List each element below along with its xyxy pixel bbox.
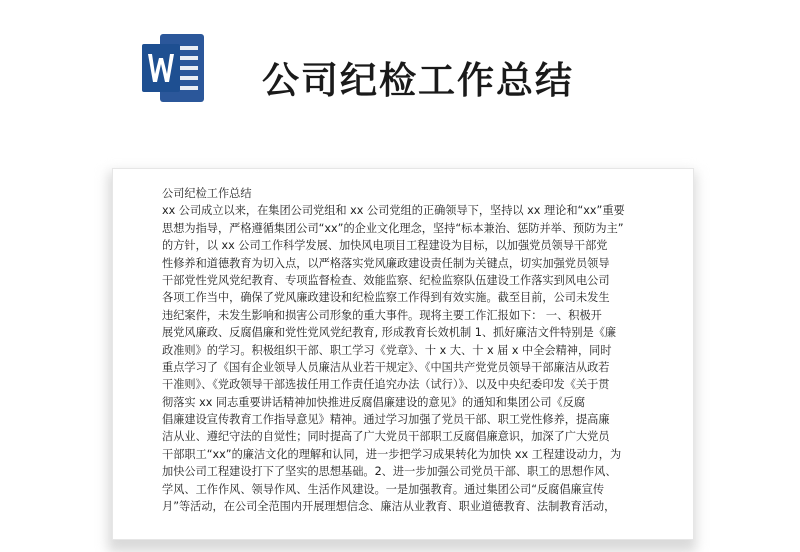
body-line: 政准则》的学习。积极组织干部、职工学习《党章》、十 x 大、十 x 届 x 中全会精神，同时 bbox=[162, 343, 612, 357]
body-line: 学风、工作作风、领导作风、生活作风建设。一是加强教育。通过集团公司“反腐倡廉宣传 bbox=[162, 482, 605, 496]
body-line: 加快公司工程建设打下了坚实的思想基础。2、进一步加强公司党员干部、职工的思想作风、 bbox=[162, 465, 617, 479]
document-title: 公司纪检工作总结 bbox=[262, 59, 574, 102]
word-document-icon bbox=[142, 32, 206, 104]
body-line: 彻落实 xx 同志重要讲话精神加快推进反腐倡廉建设的意见》的通知和集团公司《反腐 bbox=[162, 395, 586, 409]
body-line: 性修养和道德教育为切入点，以严格落实党风廉政建设责任制为关键点，切实加强党员领导 bbox=[162, 256, 610, 270]
body-line: 展党风廉政、反腐倡廉和党性党风党纪教育, 形成教育长效机制 1、抓好廉洁文件特别是《廉 bbox=[162, 326, 617, 340]
body-line: 违纪案件，未发生影响和损害公司形象的重大事件。现将主要工作汇报如下： 一、积极开 bbox=[162, 308, 602, 322]
body-line: 思想为指导，严格遵循集团公司“xx”的企业文化理念，坚持“标本兼治、惩防并举、预防为主” bbox=[162, 221, 624, 235]
body-line: 的方针，以 xx 公司工作科学发展、加快风电项目工程建设为目标，以加强党员领导干部党 bbox=[162, 239, 608, 253]
document-body bbox=[162, 185, 640, 515]
body-line: 各项工作当中，确保了党风廉政建设和纪检监察工作得到有效实施。截至目前，公司未发生 bbox=[162, 291, 610, 305]
body-line: 干部职工“xx”的廉洁文化的理解和认同，进一步把学习成果转化为加快 xx 工程建设动力，为 bbox=[162, 447, 622, 461]
header-banner bbox=[0, 0, 800, 160]
body-line: xx 公司成立以来，在集团公司党组和 xx 公司党组的正确领导下，坚持以 xx 理论和“xx”重要 bbox=[162, 204, 625, 218]
body-line: 干部党性党风党纪教育、专项监督检查、效能监察、纪检监察队伍建设工作落实到风电公司 bbox=[162, 273, 610, 287]
body-line: 干准则》、《党政领导干部选拔任用工作责任追究办法（试行）》、以及中央纪委印发《关于贯 bbox=[162, 378, 610, 392]
body-line: 月”等活动，在公司全范围内开展理想信念、廉洁从业教育、职业道德教育、法制教育活动， bbox=[162, 500, 616, 514]
body-line: 洁从业、遵纪守法的自觉性；同时提高了广大党员干部职工反腐倡廉意识，加深了广大党员 bbox=[162, 430, 610, 444]
body-line: 公司纪检工作总结 bbox=[162, 187, 252, 200]
body-line: 重点学习了《国有企业领导人员廉洁从业若干规定》、《中国共产党党员领导干部廉洁从政若 bbox=[162, 360, 610, 374]
body-line: 倡廉建设宣传教育工作指导意见》精神。通过学习加强了党员干部、职工党性修养，提高廉 bbox=[162, 413, 610, 427]
